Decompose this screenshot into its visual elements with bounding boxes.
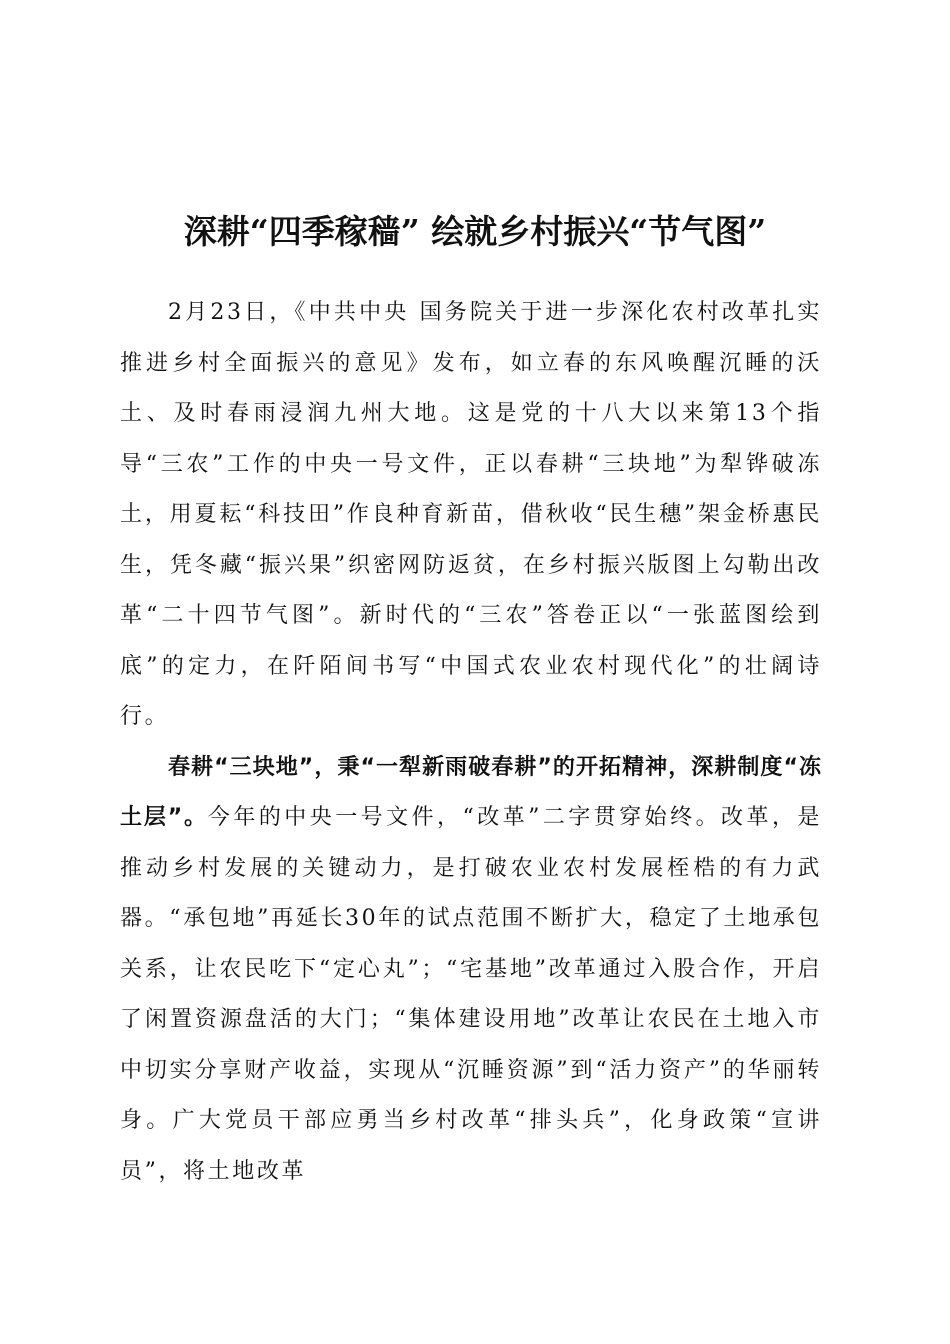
document-title: 深耕“四季稼穑” 绘就乡村振兴“节气图” [183,212,767,252]
paragraph-intro [120,288,822,743]
document-body [120,288,822,1197]
paragraph-spring-plowing [120,743,822,1198]
paragraph-intro-text: 2月23日，《中共中央 国务院关于进一步深化农村改革扎实推进乡村全面振兴的意见》发布，如立春的东风唤醒沉睡的沃土、及时春雨浸润九州大地。这是党的十八大以来第13个指导“三农”工作的中央一号文件，正以春耕“三块地”为犁铧破冻土，用夏耘“科技田”作良种育新苗，借秋收“民生穗”架金桥惠民生，凭冬藏“振兴果”织密网防返贫，在乡村振兴版图上勾勒出改革“二十四节气图”。新时代的“三农”答卷正以“一张蓝图绘到底”的定力，在阡陌间书写“中国式农业农村现代化”的壮阔诗行。 [120,300,822,729]
paragraph-spring-plowing-text: 今年的中央一号文件，“改革”二字贯穿始终。改革，是推动乡村发展的关键动力，是打破农业农村发展桎梏的有力武器。“承包地”再延长30年的试点范围不断扩大，稳定了土地承包关系，让农民吃下“定心丸”；“宅基地”改革通过入股合作，开启了闲置资源盘活的大门；“集体建设用地”改革让农民在土地入市中切实分享财产收益，实现从“沉睡资源”到“活力资产”的华丽转身。广大党员干部应勇当乡村改革“排头兵”，化身政策“宣讲员”，将土地改革 [120,805,823,1184]
paragraph-lead-sentence: 春耕“三块地”，秉“一犁新雨破春耕”的开拓精神，深耕制度“冻土层”。 [120,754,822,830]
